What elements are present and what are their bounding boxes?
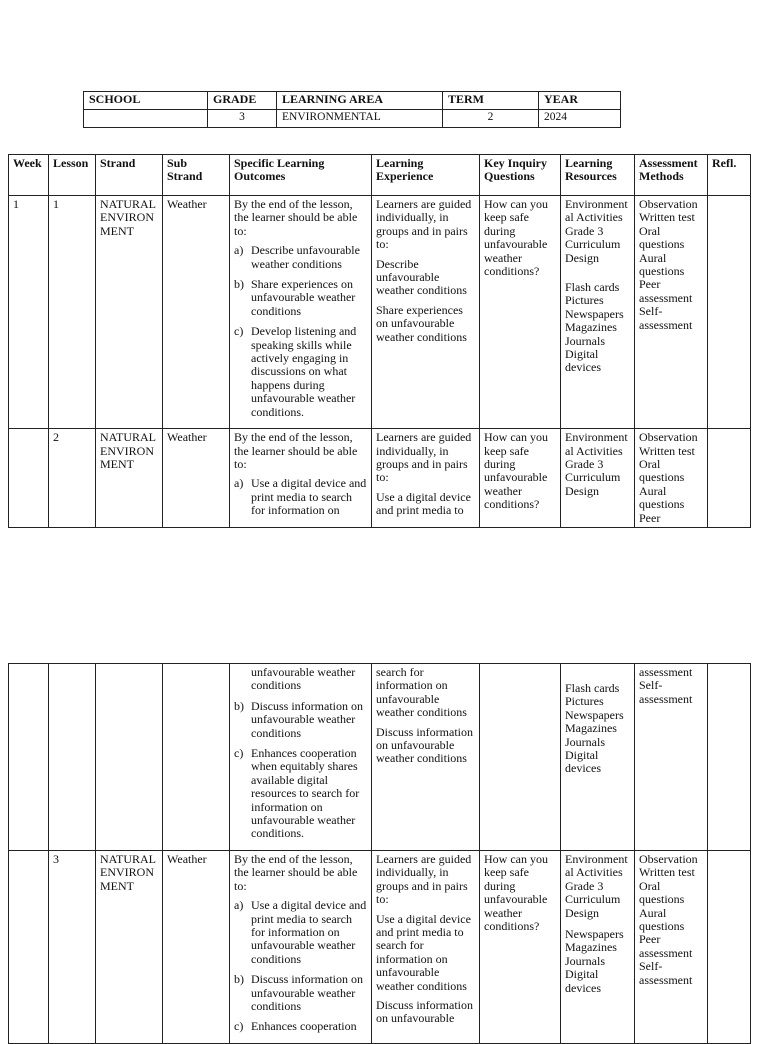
col-outcomes: Specific Learning Outcomes bbox=[230, 155, 372, 196]
resource-item: Journals bbox=[565, 953, 605, 968]
col-resources: Learning Resources bbox=[561, 155, 635, 196]
week-cell: 1 bbox=[9, 196, 49, 429]
week-cell bbox=[9, 664, 49, 851]
lesson-cell: 1 bbox=[49, 196, 96, 429]
assessment-item: Written test bbox=[639, 210, 695, 225]
list-item bbox=[234, 1020, 367, 1033]
sub-strand-cell: Weather bbox=[163, 429, 230, 528]
experience-item: Use a digital device and print media to bbox=[376, 489, 471, 518]
experience-cell bbox=[372, 429, 480, 528]
outcome-text: Use a digital device and print media to search for information on bbox=[251, 476, 367, 518]
col-week: Week bbox=[9, 155, 49, 196]
assessment-cell bbox=[635, 196, 708, 429]
strand-cell: NATURAL ENVIRON MENT bbox=[96, 429, 163, 528]
term-label: TERM bbox=[443, 92, 539, 110]
resources-cell: Environment al Activities Grade 3 Curriculum Design bbox=[561, 429, 635, 528]
resources-main: Environment al Activities Grade 3 Curriculum Design bbox=[565, 851, 628, 920]
outcome-text: Describe unfavourable weather conditions bbox=[251, 243, 360, 271]
experience-item: Discuss information on unfavourable bbox=[376, 997, 473, 1026]
inquiry-cell: How can you keep safe during unfavourable weather conditions? bbox=[480, 850, 561, 1043]
experience-item: Describe unfavourable weather conditions bbox=[376, 256, 467, 298]
assessment-item: Aural questions bbox=[639, 905, 685, 933]
table-row bbox=[9, 429, 751, 528]
reflection-cell bbox=[708, 429, 751, 528]
col-assessment: Assessment Methods bbox=[635, 155, 708, 196]
experience-intro: Learners are guided individually, in groups and in pairs to: bbox=[376, 197, 472, 252]
outcome-text: Enhances cooperation bbox=[251, 1019, 357, 1034]
resources-main: Environment al Activities Grade 3 Curriculum Design bbox=[565, 197, 628, 265]
col-experience: Learning Experience bbox=[372, 155, 480, 196]
resource-item: Magazines bbox=[565, 940, 617, 955]
outcomes-list bbox=[234, 244, 367, 419]
list-marker: c) bbox=[234, 324, 244, 339]
list-item bbox=[234, 700, 367, 740]
strand-cell: NATURAL ENVIRON MENT bbox=[96, 850, 163, 1043]
outcomes-cell bbox=[230, 850, 372, 1043]
list-item bbox=[234, 973, 367, 1013]
list-marker: a) bbox=[234, 898, 244, 913]
assessment-item: Observation bbox=[639, 851, 698, 866]
grade-label: GRADE bbox=[208, 92, 277, 110]
scheme-of-work-table bbox=[8, 154, 751, 528]
grade-value: 3 bbox=[208, 110, 277, 128]
assessment-item: Oral questions bbox=[639, 878, 685, 907]
col-lesson: Lesson bbox=[49, 155, 96, 196]
list-item bbox=[234, 899, 367, 966]
learning-area-label: LEARNING AREA bbox=[277, 92, 443, 110]
resource-item: Digital devices bbox=[565, 748, 601, 776]
resource-item: Newspapers bbox=[565, 926, 624, 941]
lesson-cell: 2 bbox=[49, 429, 96, 528]
learning-area-value: ENVIRONMENTAL bbox=[277, 110, 443, 128]
resource-item: Journals bbox=[565, 333, 605, 348]
resources-cell bbox=[561, 196, 635, 429]
experience-item: Discuss information on unfavourable weather conditions bbox=[376, 724, 473, 766]
school-label: SCHOOL bbox=[84, 92, 208, 110]
strand-cell: NATURAL ENVIRON MENT bbox=[96, 196, 163, 429]
assessment-cell bbox=[635, 664, 708, 851]
sub-strand-cell bbox=[163, 664, 230, 851]
term-value: 2 bbox=[443, 110, 539, 128]
assessment-item: Aural questions bbox=[639, 483, 685, 512]
resources-cell bbox=[561, 850, 635, 1043]
outcomes-intro: By the end of the lesson, the learner should be able to: bbox=[234, 197, 358, 238]
assessment-item: Self-assessment bbox=[639, 304, 693, 332]
assessment-item: Observation bbox=[639, 430, 698, 445]
list-marker: b) bbox=[234, 972, 244, 987]
table-row bbox=[9, 196, 751, 429]
resource-item: Digital devices bbox=[565, 967, 601, 995]
assessment-cell bbox=[635, 850, 708, 1043]
list-marker: a) bbox=[234, 243, 244, 258]
outcomes-cell bbox=[230, 429, 372, 528]
outcomes-intro: By the end of the lesson, the learner should be able to: bbox=[234, 851, 358, 893]
experience-intro: Learners are guided individually, in groups and in pairs to: bbox=[376, 430, 472, 485]
assessment-item: Written test bbox=[639, 443, 695, 458]
list-marker: a) bbox=[234, 476, 244, 491]
resource-item: Magazines bbox=[565, 721, 617, 736]
scheme-of-work-table-continued bbox=[8, 663, 751, 1044]
outcomes-intro: By the end of the lesson, the learner should be able to: bbox=[234, 430, 358, 471]
assessment-cell bbox=[635, 429, 708, 528]
outcome-text: Enhances cooperation when equitably shares available digital resources to search for information on unfavourable weather conditions. bbox=[251, 746, 360, 841]
experience-item: Use a digital device and print media to search for information on unfavourable weather conditions bbox=[376, 911, 471, 993]
assessment-item: Self-assessment bbox=[639, 959, 693, 987]
list-item bbox=[234, 325, 367, 419]
outcome-text: Share experiences on unfavourable weather conditions bbox=[251, 277, 356, 318]
experience-intro: Learners are guided individually, in groups and in pairs to: bbox=[376, 851, 472, 907]
week-cell bbox=[9, 850, 49, 1043]
assessment-item: Oral questions bbox=[639, 223, 685, 252]
sub-strand-cell: Weather bbox=[163, 850, 230, 1043]
list-marker: c) bbox=[234, 1019, 244, 1034]
assessment-item: Peer bbox=[639, 510, 661, 525]
resource-item: Newspapers bbox=[565, 306, 624, 321]
resource-item: Magazines bbox=[565, 320, 617, 335]
experience-cell bbox=[372, 850, 480, 1043]
outcome-text: unfavourable weather conditions bbox=[251, 665, 356, 693]
assessment-item: Peer assessment bbox=[639, 277, 693, 305]
experience-cell bbox=[372, 196, 480, 429]
strand-cell bbox=[96, 664, 163, 851]
outcomes-list bbox=[234, 477, 367, 517]
list-marker: c) bbox=[234, 746, 244, 761]
assessment-item: Observation bbox=[639, 197, 698, 211]
resource-item: Pictures bbox=[565, 694, 604, 709]
inquiry-cell: How can you keep safe during unfavourable weather conditions? bbox=[480, 429, 561, 528]
resource-item: Flash cards bbox=[565, 280, 620, 295]
year-value: 2024 bbox=[539, 110, 621, 128]
outcomes-cell bbox=[230, 664, 372, 851]
outcome-text: Use a digital device and print media to search for information on unfavourable weather conditions bbox=[251, 898, 367, 966]
outcome-text: Discuss information on unfavourable weather conditions bbox=[251, 698, 363, 740]
resources-cell bbox=[561, 664, 635, 851]
col-reflection: Refl. bbox=[708, 155, 751, 196]
list-marker: b) bbox=[234, 698, 244, 713]
list-item bbox=[234, 477, 367, 517]
inquiry-cell bbox=[480, 664, 561, 851]
assessment-item: Aural questions bbox=[639, 250, 685, 279]
experience-cell bbox=[372, 664, 480, 851]
col-strand: Strand bbox=[96, 155, 163, 196]
week-cell bbox=[9, 429, 49, 528]
col-sub-strand: Sub Strand bbox=[163, 155, 230, 196]
assessment-item: Self-assessment bbox=[639, 678, 693, 706]
header-labels-row bbox=[84, 92, 621, 110]
outcomes-list bbox=[234, 666, 367, 841]
outcomes-cell bbox=[230, 196, 372, 429]
resource-item: Pictures bbox=[565, 293, 604, 308]
list-marker: b) bbox=[234, 277, 244, 292]
list-item bbox=[234, 747, 367, 841]
experience-item: Share experiences on unfavourable weather conditions bbox=[376, 302, 467, 344]
outcomes-list bbox=[234, 899, 367, 1034]
resource-item: Journals bbox=[565, 734, 605, 749]
outcome-text: Develop listening and speaking skills while actively engaging in discussions on what happens during unfavourable weather conditions. bbox=[251, 324, 357, 419]
reflection-cell bbox=[708, 850, 751, 1043]
reflection-cell bbox=[708, 196, 751, 429]
col-inquiry: Key Inquiry Questions bbox=[480, 155, 561, 196]
year-label: YEAR bbox=[539, 92, 621, 110]
lesson-cell: 3 bbox=[49, 850, 96, 1043]
assessment-item: assessment bbox=[639, 665, 693, 679]
assessment-item: Oral questions bbox=[639, 456, 685, 485]
assessment-item: Written test bbox=[639, 865, 695, 880]
table-row bbox=[9, 850, 751, 1043]
reflection-cell bbox=[708, 664, 751, 851]
resource-item: Flash cards bbox=[565, 681, 620, 695]
list-item bbox=[234, 244, 367, 271]
header-values-row bbox=[84, 110, 621, 128]
table-row bbox=[9, 664, 751, 851]
resource-item: Digital devices bbox=[565, 347, 601, 375]
inquiry-cell: How can you keep safe during unfavourable weather conditions? bbox=[480, 196, 561, 429]
assessment-item: Peer assessment bbox=[639, 932, 693, 960]
list-item bbox=[234, 666, 367, 693]
lesson-cell bbox=[49, 664, 96, 851]
list-item bbox=[234, 278, 367, 318]
sub-strand-cell: Weather bbox=[163, 196, 230, 429]
resource-item: Newspapers bbox=[565, 707, 624, 722]
outcome-text: Discuss information on unfavourable weather conditions bbox=[251, 972, 363, 1013]
school-value bbox=[84, 110, 208, 128]
column-header-row bbox=[9, 155, 751, 196]
header-table bbox=[83, 91, 621, 128]
experience-item: search for information on unfavourable weather conditions bbox=[376, 665, 467, 720]
